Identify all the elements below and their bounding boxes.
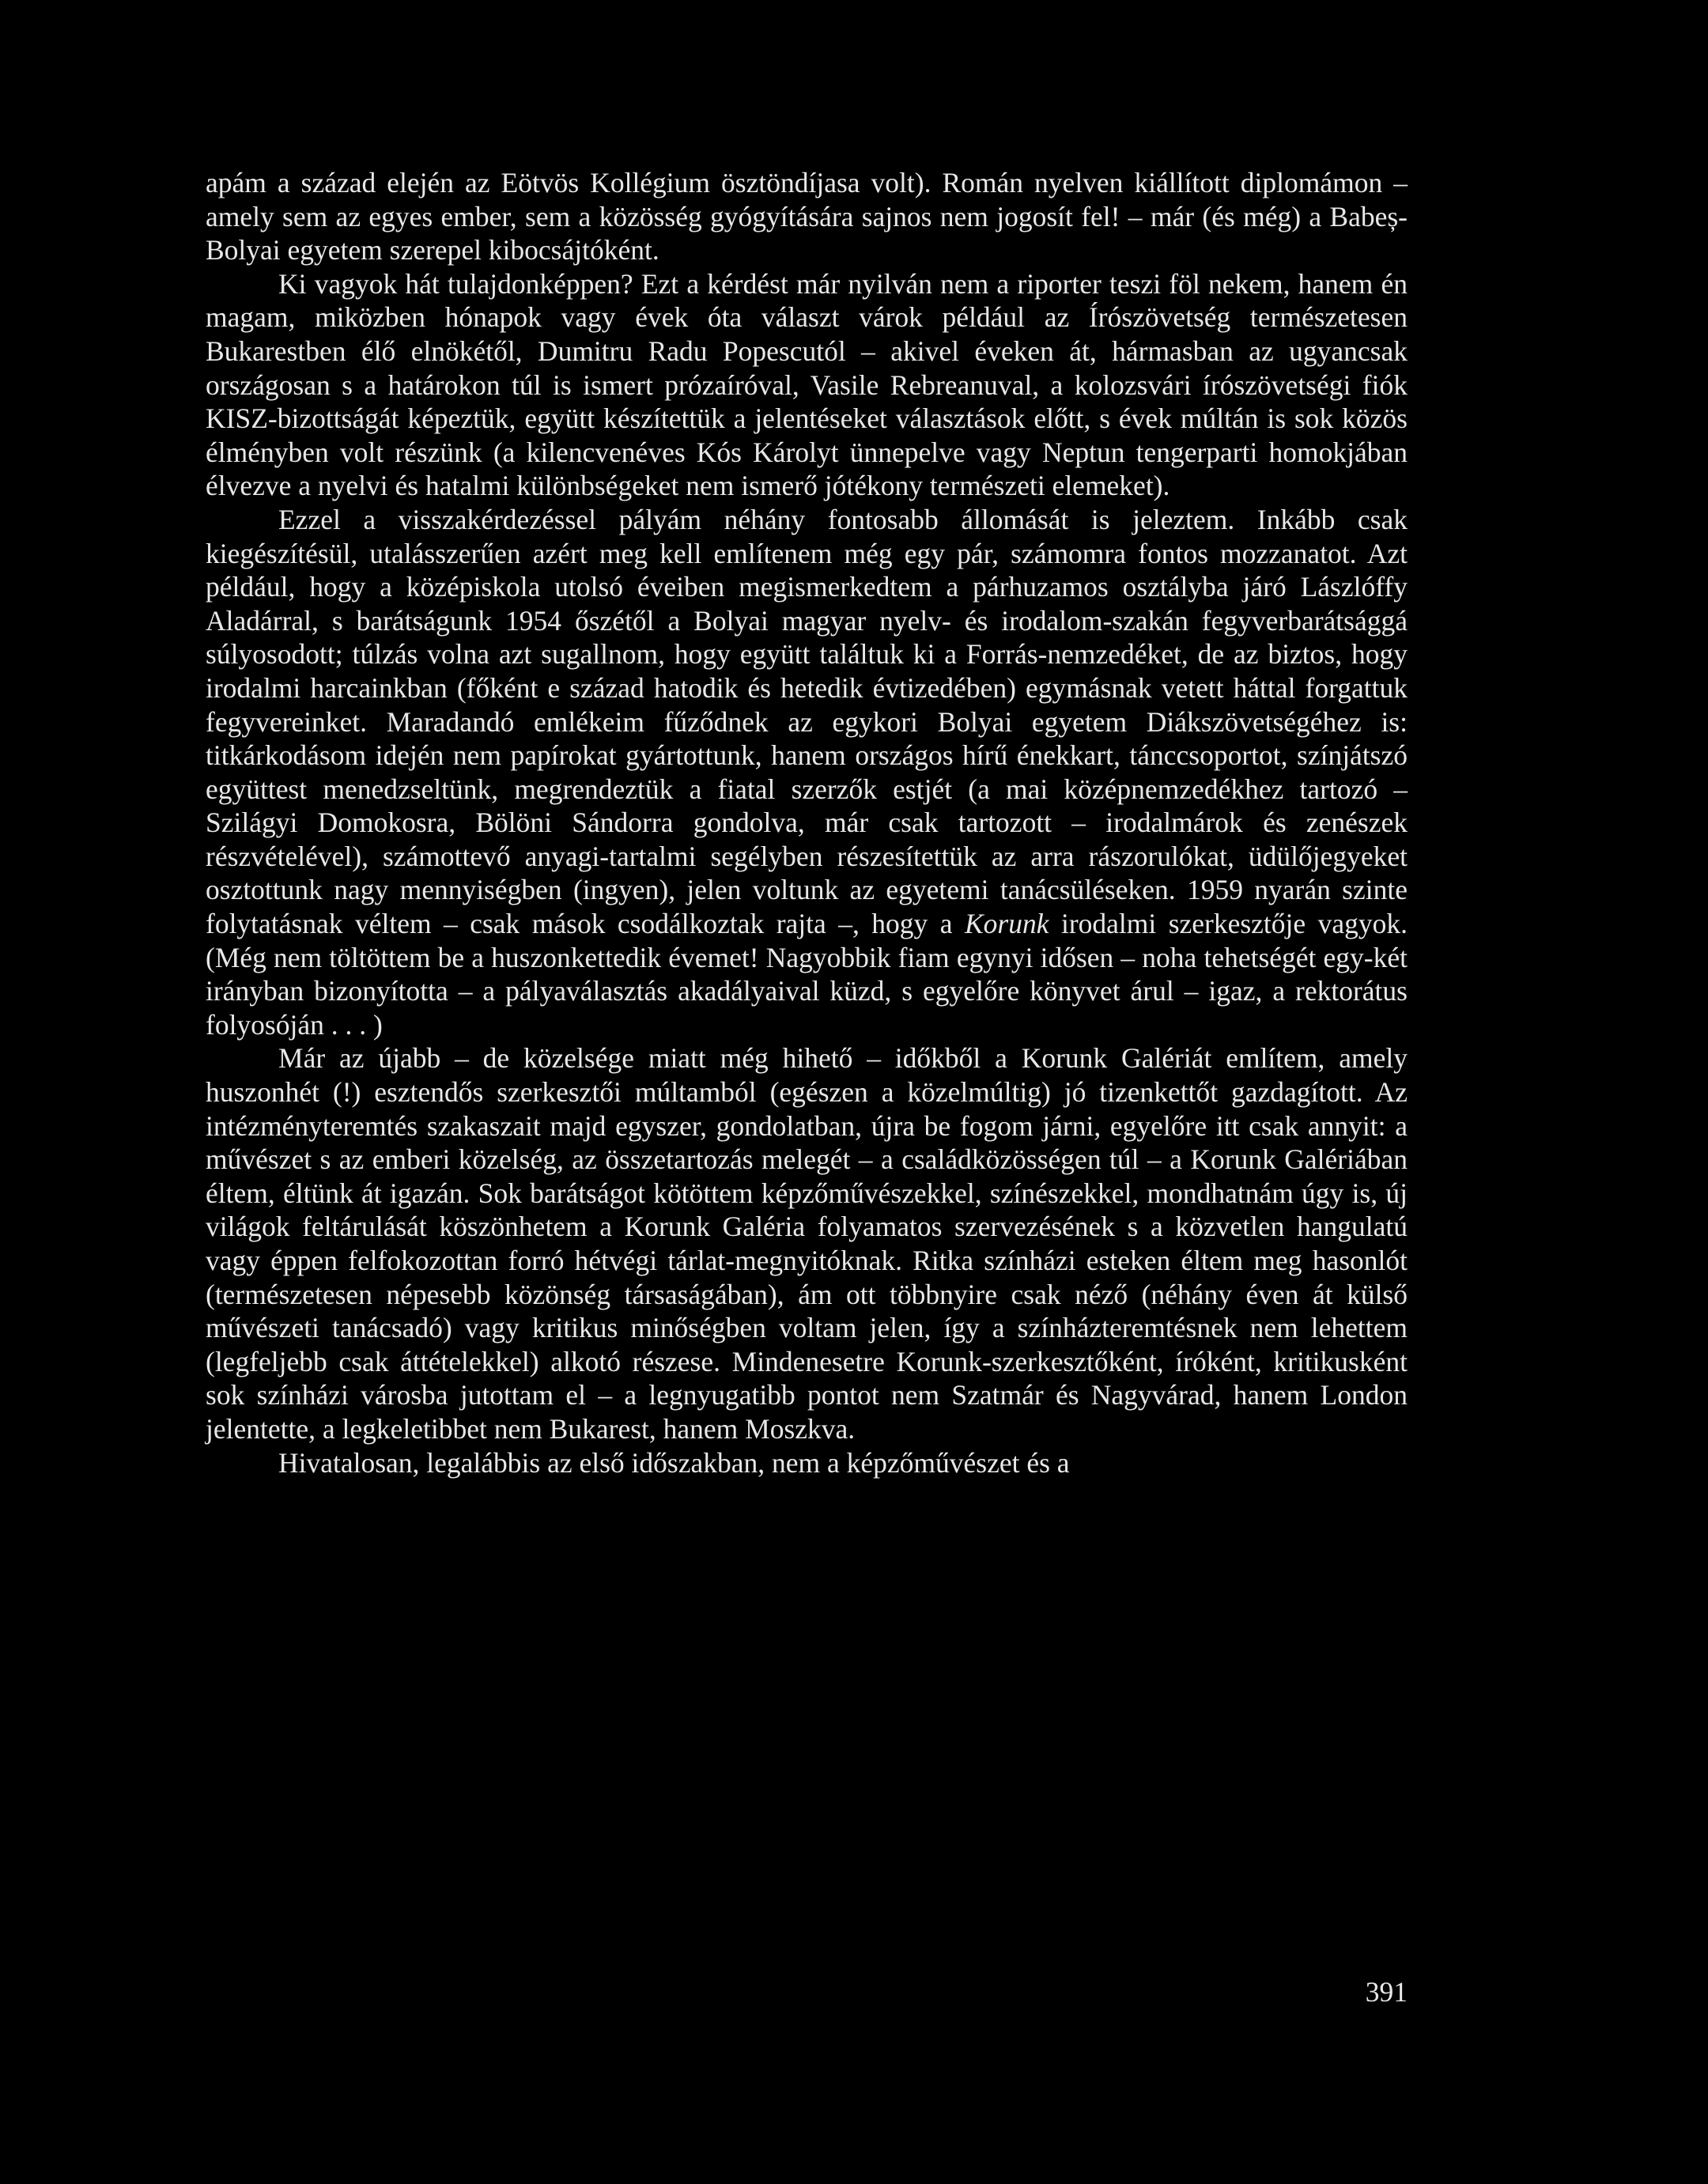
paragraph-2: Ki vagyok hát tulajdonképpen? Ezt a kérdést már nyilván nem a riporter teszi föl nekem, hanem én magam, miközben hónapok vagy évek óta választ várok például az Írószövetség természetesen Bukarestben élő elnökétől, Dumitru Radu Popescutól – akivel éveken át, hármasban az ugyancsak országosan s a határokon túl is ismert prózaíróval, Vasile Rebreanuval, a kolozsvári írószövetségi fiók KISZ-bizottságát képeztük, együtt készítettük a jelentéseket választások előtt, s évek múltán is sok közös élményben volt részünk (a kilencvenéves Kós Károlyt ünnepelve vagy Neptun tengerparti homokjában élvezve a nyelvi és hatalmi különbségeket nem ismerő jótékony természeti elemeket). xyxy=(206,267,1408,502)
paragraph-3-part-2: irodalmi szerkesztője vagyok. (Még nem töltöttem be a huszonkettedik évemet! Nagyobbik fiam egynyi idősen – noha tehetségét egy-két irányban bizonyította – a pályaválasztás akadályaival küzd, s egyelőre könyvet árul – igaz, a rektorátus folyosóján . . . ) xyxy=(206,908,1408,1041)
body-text xyxy=(206,166,1408,1479)
paragraph-1: apám a század elején az Eötvös Kollégium ösztöndíjasa volt). Román nyelven kiállított diplomámon – amely sem az egyes ember, sem a közösség gyógyítására sajnos nem jogosít fel! – már (és még) a Babeș-Bolyai egyetem szerepel kibocsájtóként. xyxy=(206,167,1408,266)
paragraph-4: Már az újabb – de közelsége miatt még hihető – időkből a Korunk Galériát említem, amely huszonhét (!) esztendős szerkesztői múltamból (egészen a közelmúltig) jó tizenkettőt gazdagított. Az intézményteremtés szakaszait majd egyszer, gondolatban, újra be fogom járni, egyelőre itt csak annyit: a művészet s az emberi közelség, az összetartozás melegét – a családközösségen túl – a Korunk Galériában éltem, éltünk át igazán. Sok barátságot kötöttem képzőművészekkel, színészekkel, mondhatnám úgy is, új világok feltárulását köszönhetem a Korunk Galéria folyamatos szervezésének s a közvetlen hangulatú vagy éppen felfokozottan forró hétvégi tárlat-megnyitóknak. Ritka színházi esteken éltem meg hasonlót (természetesen népesebb közönség társaságában), ám ott többnyire csak néző (néhány éven át külső művészeti tanácsadó) vagy kritikus minőségben voltam jelen, így a színházteremtésnek nem lehettem (legfeljebb csak áttételekkel) alkotó részese. Mindenesetre Korunk-szerkesztőként, íróként, kritikusként sok színházi városba jutottam el – a legnyugatibb pontot nem Szatmár és Nagyvárad, hanem London jelentette, a legkeletibbet nem Bukarest, hanem Moszkva. xyxy=(206,1042,1408,1445)
paragraph-3-part-1: Ezzel a visszakérdezéssel pályám néhány fontosabb állomását is jeleztem. Inkább csak kiegészítésül, utalásszerűen azért meg kell említenem még egy pár, számomra fontos mozzanatot. Azt például, hogy a középiskola utolsó éveiben megismerkedtem a párhuzamos osztályba járó Lászlóffy Aladárral, s barátságunk 1954 őszétől a Bolyai magyar nyelv- és irodalom-szakán fegyverbarátsággá súlyosodott; túlzás volna azt sugallnom, hogy együtt találtuk ki a Forrás-nemzedéket, de az biztos, hogy irodalmi harcainkban (főként e század hatodik és hetedik évtizedében) egymásnak vetett háttal forgattuk fegyvereinket. Maradandó emlékeim fűződnek az egykori Bolyai egyetem Diákszövetségéhez is: titkárkodásom idején nem papírokat gyártottunk, hanem országos hírű énekkart, tánccsoportot, színjátszó együttest menedzseltünk, megrendeztük a fiatal szerzők estjét (a mai középnemzedékhez tartozó – Szilágyi Domokosra, Bölöni Sándorra gondolva, már csak tartozott – irodalmárok és zenészek részvételével), számottevő anyagi-tartalmi segélyben részesítettük az arra rászorulókat, üdülőjegyeket osztottunk nagy mennyiségben (ingyen), jelen voltunk az egyetemi tanácsüléseken. 1959 nyarán szinte folytatásnak véltem – csak mások csodálkoztak rajta –, hogy a xyxy=(206,503,1408,940)
paragraph-5: Hivatalosan, legalábbis az első időszakban, nem a képzőművészet és a xyxy=(278,1446,1070,1479)
paragraph-3 xyxy=(206,503,1408,1042)
page-number: 391 xyxy=(1365,1976,1408,2008)
korunk-italic: Korunk xyxy=(965,908,1049,940)
